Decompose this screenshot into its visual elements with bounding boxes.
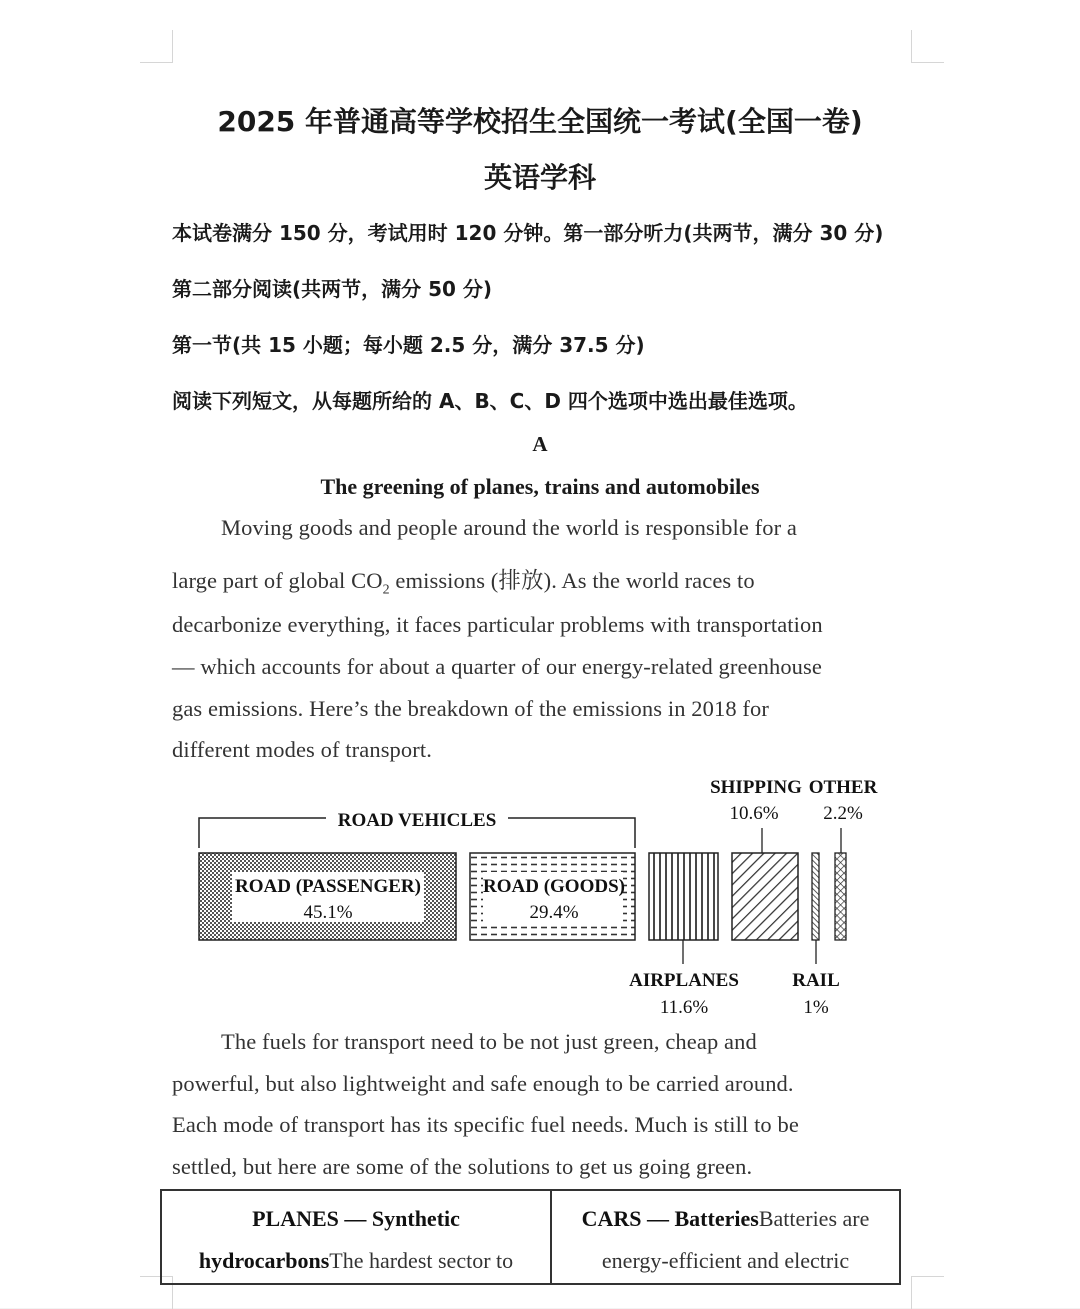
value-label-road-goods: 29.4% xyxy=(529,902,579,923)
instruction-line: 本试卷满分 150 分，考试用时 120 分钟。第一部分听力(共两节，满分 30 分) xyxy=(172,221,884,245)
paragraph-line: Moving goods and people around the world is responsible for a xyxy=(221,515,797,540)
bar-airplanes xyxy=(649,853,718,940)
category-label-shipping: SHIPPING xyxy=(710,777,802,798)
paragraph-line: Each mode of transport has its specific fuel needs. Much is still to be xyxy=(172,1112,799,1137)
value-label-rail: 1% xyxy=(803,997,829,1018)
table-cell-cars-heading: CARS — BatteriesBatteries are xyxy=(581,1206,870,1231)
category-label-road-goods: ROAD (GOODS) xyxy=(483,876,625,897)
paragraph-line: gas emissions. Here’s the breakdown of the emissions in 2018 for xyxy=(172,696,769,721)
category-label-rail: RAIL xyxy=(792,970,840,991)
instruction-line: 第二部分阅读(共两节，满分 50 分) xyxy=(172,277,493,301)
solutions-table xyxy=(160,1189,901,1285)
instruction-line: 第一节(共 15 小题；每小题 2.5 分，满分 37.5 分) xyxy=(172,333,645,357)
paragraph-line: — which accounts for about a quarter of our energy-related greenhouse xyxy=(172,654,822,679)
passage-title: The greening of planes, trains and automobiles xyxy=(320,474,760,499)
paragraph-line: settled, but here are some of the solutions to get us going green. xyxy=(172,1154,753,1179)
paragraph-line: powerful, but also lightweight and safe enough to be carried around. xyxy=(172,1071,794,1096)
category-label-road-passenger: ROAD (PASSENGER) xyxy=(235,876,421,897)
category-label-airplanes: AIRPLANES xyxy=(629,970,739,991)
paragraph-line: decarbonize everything, it faces particular problems with transportation xyxy=(172,612,823,637)
value-label-other: 2.2% xyxy=(823,803,863,824)
value-label-airplanes: 11.6% xyxy=(659,997,709,1018)
exam-title: 2025 年普通高等学校招生全国统一考试(全国一卷) xyxy=(217,105,863,138)
subscript-text: 2 xyxy=(382,582,390,598)
passage-letter: A xyxy=(532,432,548,456)
value-label-road-passenger: 45.1% xyxy=(303,902,353,923)
page-corner-mark xyxy=(140,30,173,63)
paragraph-line: large part of global $CO_2$ emissions (排放). As the world races to xyxy=(172,568,755,598)
exam-subject: 英语学科 xyxy=(483,161,596,194)
instruction-line: 阅读下列短文，从每题所给的 A、B、C、D 四个选项中选出最佳选项。 xyxy=(172,389,808,413)
value-label-shipping: 10.6% xyxy=(729,803,779,824)
table-cell-planes-heading: PLANES — Synthetic xyxy=(252,1206,460,1231)
road-vehicles-label: ROAD VEHICLES xyxy=(337,810,497,831)
emissions-breakdown-chart xyxy=(190,770,890,1020)
paragraph-line: different modes of transport. xyxy=(172,737,432,762)
bar-other xyxy=(835,853,846,940)
table-cell-cars-text: energy-efficient and electric xyxy=(601,1248,850,1273)
bar-shipping xyxy=(732,853,798,940)
bar-rail xyxy=(812,853,819,940)
paragraph-line: The fuels for transport need to be not just green, cheap and xyxy=(221,1029,757,1054)
table-cell-planes-text: hydrocarbonsThe hardest sector to xyxy=(198,1248,514,1273)
category-label-other: OTHER xyxy=(808,777,878,798)
page-corner-mark xyxy=(911,1276,944,1309)
page-corner-mark xyxy=(911,30,944,63)
